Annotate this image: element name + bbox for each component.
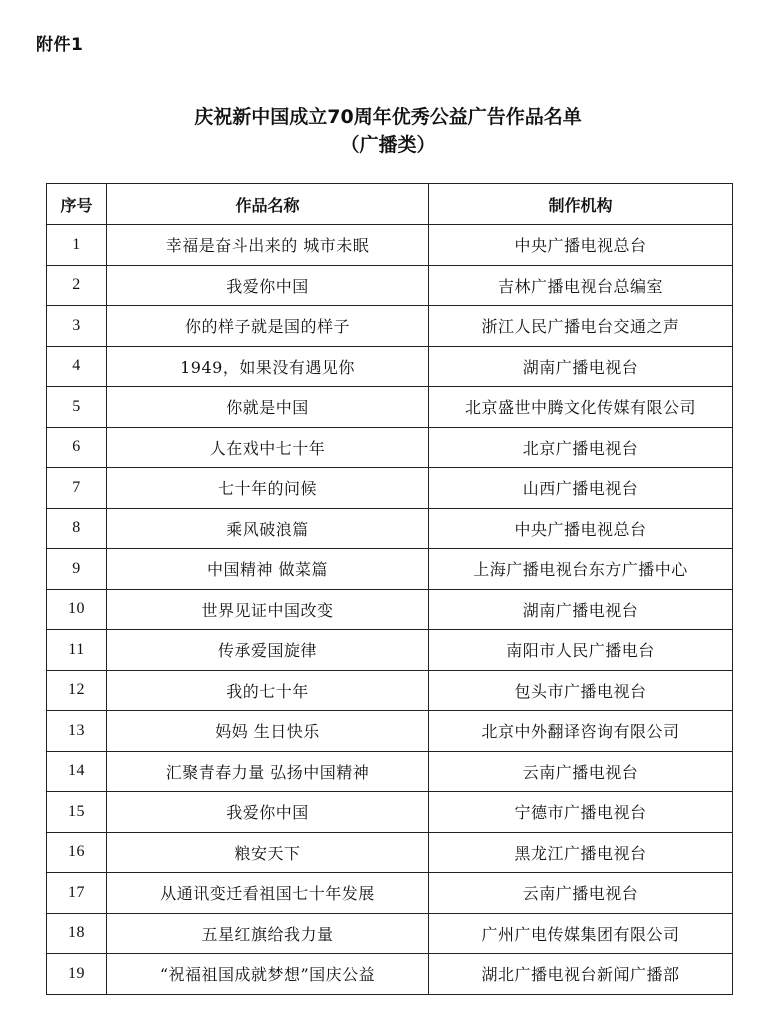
table-row: [47, 468, 733, 509]
row-work-name: 汇聚青春力量 弘扬中国精神: [107, 751, 429, 792]
row-work-name: 幸福是奋斗出来的 城市未眠: [107, 225, 429, 266]
table-header-row: [47, 184, 733, 225]
row-number: 4: [47, 346, 107, 387]
row-producer: 湖北广播电视台新闻广播部: [429, 954, 733, 995]
row-producer: 云南广播电视台: [429, 873, 733, 914]
row-producer: 浙江人民广播电台交通之声: [429, 306, 733, 347]
row-number: 19: [47, 954, 107, 995]
row-producer: 中央广播电视总台: [429, 225, 733, 266]
document-title: 庆祝新中国成立70周年优秀公益广告作品名单: [194, 106, 582, 128]
row-work-name: 我的七十年: [107, 670, 429, 711]
row-producer: 上海广播电视台东方广播中心: [429, 549, 733, 590]
table-row: [47, 751, 733, 792]
row-number: 14: [47, 751, 107, 792]
table-row: [47, 711, 733, 752]
table-row: [47, 630, 733, 671]
row-work-name: 乘风破浪篇: [107, 508, 429, 549]
row-work-name: 妈妈 生日快乐: [107, 711, 429, 752]
row-work-name: 传承爱国旋律: [107, 630, 429, 671]
table-row: [47, 225, 733, 266]
table-row: [47, 832, 733, 873]
row-producer: 中央广播电视总台: [429, 508, 733, 549]
row-producer: 湖南广播电视台: [429, 589, 733, 630]
table-row: [47, 427, 733, 468]
table-row: [47, 954, 733, 995]
row-work-name: 中国精神 做菜篇: [107, 549, 429, 590]
row-work-name: 七十年的问候: [107, 468, 429, 509]
row-producer: 云南广播电视台: [429, 751, 733, 792]
row-producer: 北京中外翻译咨询有限公司: [429, 711, 733, 752]
row-work-name: 你就是中国: [107, 387, 429, 428]
row-number: 12: [47, 670, 107, 711]
table-row: [47, 346, 733, 387]
table-row: [47, 670, 733, 711]
row-producer: 湖南广播电视台: [429, 346, 733, 387]
table-row: [47, 913, 733, 954]
row-number: 15: [47, 792, 107, 833]
row-producer: 北京广播电视台: [429, 427, 733, 468]
header-number: 序号: [47, 184, 107, 225]
table-row: [47, 792, 733, 833]
row-work-name: 世界见证中国改变: [107, 589, 429, 630]
row-number: 16: [47, 832, 107, 873]
row-producer: 山西广播电视台: [429, 468, 733, 509]
attachment-label: 附件1: [36, 35, 84, 55]
row-number: 13: [47, 711, 107, 752]
table-row: [47, 265, 733, 306]
table-row: [47, 873, 733, 914]
row-number: 8: [47, 508, 107, 549]
row-number: 5: [47, 387, 107, 428]
table-row: [47, 549, 733, 590]
row-producer: 广州广电传媒集团有限公司: [429, 913, 733, 954]
row-work-name: 五星红旗给我力量: [107, 913, 429, 954]
row-number: 2: [47, 265, 107, 306]
table-row: [47, 387, 733, 428]
row-number: 18: [47, 913, 107, 954]
table-row: [47, 508, 733, 549]
awards-table: [46, 183, 733, 995]
header-work-name: 作品名称: [107, 184, 429, 225]
row-number: 6: [47, 427, 107, 468]
table-row: [47, 306, 733, 347]
table-body: [47, 225, 733, 995]
row-producer: 吉林广播电视台总编室: [429, 265, 733, 306]
row-number: 9: [47, 549, 107, 590]
row-producer: 宁德市广播电视台: [429, 792, 733, 833]
row-number: 17: [47, 873, 107, 914]
row-number: 11: [47, 630, 107, 671]
row-number: 1: [47, 225, 107, 266]
header-producer: 制作机构: [429, 184, 733, 225]
document-subtitle: （广播类）: [340, 134, 436, 156]
row-work-name: 我爱你中国: [107, 265, 429, 306]
row-number: 7: [47, 468, 107, 509]
row-producer: 黑龙江广播电视台: [429, 832, 733, 873]
row-work-name: “祝福祖国成就梦想”国庆公益: [107, 954, 429, 995]
row-producer: 包头市广播电视台: [429, 670, 733, 711]
row-producer: 南阳市人民广播电台: [429, 630, 733, 671]
row-work-name: 人在戏中七十年: [107, 427, 429, 468]
row-work-name: 我爱你中国: [107, 792, 429, 833]
row-number: 10: [47, 589, 107, 630]
row-work-name: 粮安天下: [107, 832, 429, 873]
row-number: 3: [47, 306, 107, 347]
row-work-name: 从通讯变迁看祖国七十年发展: [107, 873, 429, 914]
row-work-name: 1949，如果没有遇见你: [107, 346, 429, 387]
table-row: [47, 589, 733, 630]
row-work-name: 你的样子就是国的样子: [107, 306, 429, 347]
row-producer: 北京盛世中腾文化传媒有限公司: [429, 387, 733, 428]
